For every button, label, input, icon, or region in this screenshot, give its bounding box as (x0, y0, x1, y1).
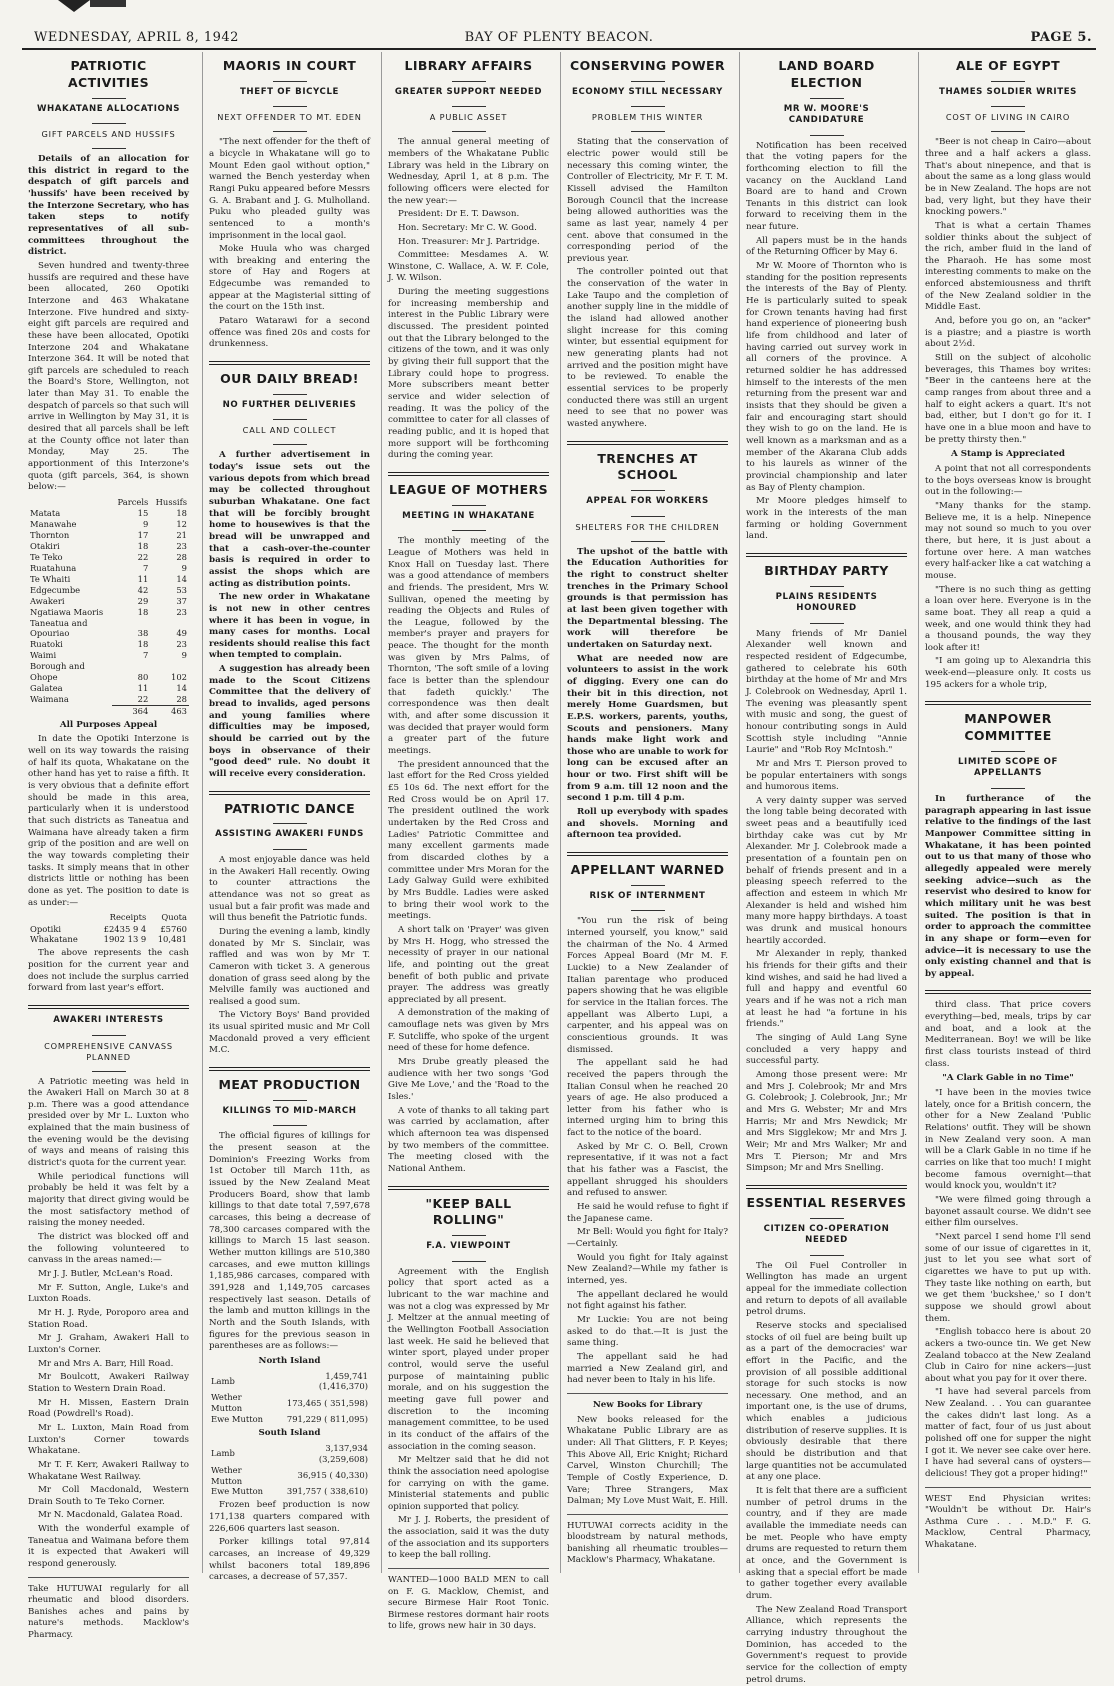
subheading-south-island: South Island (258, 1428, 321, 1439)
subhead: THEFT OF BICYCLE (239, 86, 340, 97)
table-cell: Taneatua and (30, 617, 88, 628)
paragraph: Porker killings total 97,814 carcases, an increase of 49,329 whilst baconers total 189,896 carcases, a decrease of 57,357. (209, 1537, 370, 1583)
paragraph: The official figures of killings for the present season at the Dominion's Freezing Works from 1st October till March 11th, as issued by the New Zealand Meat Producers Board, show that lamb killings to that date total 7,597,678 carcases, this being a decrease of 78,300 carcases compared with the killings to March 15 last season. Wether mutton killings are 510,380 carcases, and ewe mutton killings 1,185,986 carcases, compared with 391,928 and 1,149,705 carcases respectively last season. Details of the lamb and mutton killings in the North and the South Islands, with figures for the previous season in parentheses are as follows:— (209, 1131, 370, 1352)
canvasser-line: Mr H. J. Ryde, Poroporo area and Station Road. (28, 1307, 189, 1330)
table-cell: 14 (176, 683, 187, 694)
paragraph: The Oil Fuel Controller in Wellington has made an urgent appeal for the immediate collection and return to depots of all available petrol drums. (746, 1260, 907, 1318)
table-cell: 17 (137, 530, 149, 541)
headline-birthday-party: BIRTHDAY PARTY (764, 562, 889, 578)
paragraph: A most enjoyable dance was held in the Awakeri Hall recently. Owing to counter attractions the attendance was not so great as usual but a fair profit was made and will thus benefit the Patriotic funds. (209, 854, 370, 924)
canvasser-line: Mr Coll Macdonald, Western Drain South to Te Teko Corner. (28, 1485, 189, 1507)
newspaper-page (22, 52, 1096, 1685)
subhead: NEXT OFFENDER TO MT. EDEN (217, 112, 362, 123)
table-header-cell: Quota (161, 912, 187, 923)
canvasser-line: Mr F. Sutton, Angle, Luke's and Luxton Roads. (28, 1282, 189, 1305)
table-cell: 22 (137, 693, 149, 704)
paragraph: A vote of thanks to all taking part was carried by acclamation, after which afternoon tea was dispensed by two members of the committee. The meeting closed with the National Anthem. (388, 1105, 549, 1175)
table-cell: 29 (137, 595, 149, 606)
table-row (209, 1392, 370, 1414)
paragraph: "Next parcel I send home I'll send some of our issue of cigarettes in it, just to let you see what sort of cigarettes we have to put up with. They taste like nothing on earth, but we get them 'buckshee,' so I don't suppose we should growl about them. (925, 1231, 1091, 1324)
table-cell: 36,915 ( 40,330) (297, 1470, 368, 1481)
canvasser-line: Mr J. J. Butler, McLean's Road. (38, 1269, 173, 1279)
table-cell: Te Whaiti (30, 573, 71, 584)
table-cell: 18 (137, 541, 149, 552)
paragraph: It is felt that there are a sufficient number of petrol drums in the country, and if they are made available the immediate needs can be met. People who have empty drums are requested to return them at once, and the Government is asking that a special effort be made to gather together every available drum. (746, 1486, 907, 1601)
table-row (28, 607, 189, 618)
paragraph: He said he would refuse to fight if the Japanese came. (567, 1202, 728, 1224)
table-cell: 11 (137, 573, 149, 584)
paragraph: Mr and Mrs T. Pierson proved to be popular entertainers with songs and humorous items. (746, 758, 907, 793)
table-cell: 49 (176, 628, 187, 639)
subheading-clark-gable: "A Clark Gable in no Time" (942, 1073, 1074, 1084)
canvasser-line: Mr J. Graham, Awakeri Hall to Luxton's Corner. (28, 1333, 189, 1355)
table-cell: 12 (176, 519, 187, 530)
paragraph: The upshot of the battle with the Education Authorities for the right to construct shelter trenches in the Primary School grounds is that permission has at last been given together with the Departmental blessing. The work will therefore be undertaken on Saturday next. (567, 546, 728, 650)
paragraph: Still on the subject of alcoholic beverages, this Thames boy writes: "Beer in the canteens here at the camp ranges from about three and a half to eight ackers a quart. It's not bad, either, but I don't go for it. I have one in a blue moon and have to be pretty thirsty then." (925, 353, 1091, 445)
paragraph: A suggestion has already been made to the Scout Citizens Committee that the delivery of bread to invalids, aged persons and young families where difficulties may be imposed, should be carried out by the boys in observance of their "good deed" rule. No doubt it will receive every consideration. (209, 664, 370, 780)
table-cell (28, 705, 112, 716)
officer-line: Hon. Secretary: Mr C. W. Good. (398, 222, 537, 233)
table-cell: Wether Mutton (211, 1392, 243, 1414)
paragraph: New books released for the Whakatane Public Library are as under: All That Glitters, F. P. Keyes; This Above All, Eric Knight; Richard Carvel, Winston Churchill; The Temple of Costly Experience, D. Vare; Three Strangers, Max Dalman; My Love Must Wait, E. Hill. (567, 1414, 728, 1507)
paragraph: "I have had several parcels from New Zealand. . . You can guarantee the cakes didn't last long. As a matter of fact, four of us just about polished off one for supper the night I got it. We never see cake over here. I have had several cans of oysters—delicious! They got a proper hiding!" (925, 1387, 1091, 1480)
canvasser-line: Mr and Mrs A. Barr, Hill Road. (38, 1358, 174, 1369)
table-cell: 9 (181, 650, 187, 661)
table-cell: 22 (137, 551, 149, 562)
advertisement: Take HUTUWAI regularly for all rheumatic and blood disorders. Banishes aches and pains by nature's methods. Macklow's Pharmacy. (28, 1583, 189, 1640)
paragraph: The appellant declared he would not fight against his father. (567, 1289, 728, 1312)
paragraph: "The next offender for the theft of a bicycle in Whakatane will go to Mount Eden gaol without option," warned the Bench yesterday when Rangi Puku appeared before Messrs G. A. Brabant and J. G. Mulholland. Puku who pleaded guilty was sentenced to a month's imprisonment in the local gaol. (209, 137, 370, 241)
table-cell: 28 (176, 693, 187, 704)
ink-mark-top-left-2 (90, 0, 126, 7)
paragraph: While periodical functions will probably be held it was felt by a majority that direct giving would be the most satisfactory method of raising the money needed. (28, 1171, 189, 1229)
subhead: KILLINGS TO MID-MARCH (222, 1105, 357, 1116)
canvasser-line: Mr T. F. Kerr, Awakeri Railway to Whakatane West Railway. (28, 1459, 189, 1482)
paragraph: Mr Meltzer said that he did not think the association need apologise for carrying on with the game. Ministerial statements and public opinion supported that policy. (388, 1455, 549, 1512)
paragraph: Mr Bell: Would you fight for Italy?—Certainly. (567, 1227, 728, 1250)
paragraph: The annual general meeting of members of the Whakatane Public Library was held in the Library on Wednesday, April 1, at 8 p.m. The following officers were elected for the new year:— (388, 137, 549, 206)
table-cell: 21 (176, 530, 187, 541)
subhead: PLAINS RESIDENTS HONOURED (775, 591, 878, 614)
headline-meat-production: MEAT PRODUCTION (218, 1077, 361, 1093)
paragraph: The appellant said he had married a New Zealand girl, and had never been to Italy in his life. (567, 1351, 728, 1386)
table-cell: Thornton (30, 530, 70, 541)
table-cell: 9 (143, 519, 149, 530)
table-cell (112, 661, 150, 672)
table-cell: 7 (143, 562, 149, 573)
table-cell: 1,459,741 (1,416,370) (318, 1370, 368, 1392)
table-row (28, 574, 189, 585)
subhead: WHAKATANE ALLOCATIONS (36, 103, 181, 114)
table-row (209, 1414, 370, 1425)
receipts-table (28, 912, 189, 945)
paragraph: Moke Huula who was charged with breaking and entering the store of Hay and Rogers at Edgecumbe was remanded to appear at the Magisterial sitting of the court on the 15th inst. (209, 244, 370, 313)
table-cell: 23 (176, 606, 187, 617)
table-cell: 14 (176, 573, 187, 584)
table-cell: Waimana (30, 694, 69, 705)
allocation-table (28, 497, 189, 717)
column-6 (918, 52, 1097, 1573)
table-cell: 37 (176, 595, 187, 606)
table-row (28, 618, 189, 629)
headline-keep-ball-rolling: "KEEP BALL ROLLING" (425, 1195, 512, 1228)
subhead: CITIZEN CO-OPERATION NEEDED (763, 1223, 890, 1246)
paragraph: The Victory Boys' Band provided its usual spirited music and Mr Coll Macdonald proved a very efficient M.C. (209, 1010, 370, 1056)
table-cell: 10,481 (157, 934, 187, 945)
table-row (28, 585, 189, 596)
paragraph: In furtherance of the paragraph appearing in last issue relative to the findings of the last Manpower Committee sitting in Whakatane, it has been pointed out to us that many of those who allegedly appealed were merely seeking advice—such as the reservist who desired to know for which military unit he was best suited. The position is that in order to approach the committee in any shape or form—even for advice—it is necessary to use the only existing channel and that is by appeal. (925, 793, 1091, 979)
table-cell: Edgecumbe (30, 584, 81, 595)
headline-league-of-mothers: LEAGUE OF MOTHERS (388, 481, 548, 497)
table-cell: Galatea (30, 683, 63, 694)
paragraph: The president announced that the last effort for the Red Cross yielded £5 10s 6d. The next effort for the Red Cross would be on April 17. The president outlined the work undertaken by the Red Cross and Ladies' Patriotic Committee and many excellent garments made from discarded clothes by a committee under Mrs Moran for the Lady Galway Guild were exhibited by Mrs Buddle. Ladies were asked to bring their wool work to the meetings. (388, 759, 549, 922)
advertisement: HUTUWAI corrects acidity in the bloodstream by natural methods, banishing all rheumatic troubles—Macklow's Pharmacy, Whakatane. (567, 1520, 728, 1566)
subhead: F.A. VIEWPOINT (426, 1241, 511, 1252)
headline-library-affairs: LIBRARY AFFAIRS (404, 58, 533, 73)
table-cell: Ruatahuna (30, 562, 77, 573)
paragraph: Mr J. J. Roberts, the president of the association, said it was the duty of the association and its supporters to keep the ball rolling. (388, 1515, 549, 1561)
column-3 (381, 52, 555, 1632)
table-cell: 9 (181, 562, 187, 573)
table-header-cell: Receipts (109, 912, 147, 923)
column-1 (22, 52, 195, 1640)
subhead: MEETING IN WHAKATANE (402, 510, 535, 521)
table-row (28, 508, 189, 519)
paragraph: A demonstration of the making of camouflage nets was given by Mrs F. Sutcliffe, who spoke of the urgent need of these for home defence. (388, 1008, 549, 1054)
headline-ale-of-egypt: ALE OF EGYPT (955, 58, 1061, 73)
canvasser-line: Mr H. Missen, Eastern Drain Road (Powdrell's Road). (28, 1397, 189, 1420)
headline-land-board-election: LAND BOARD ELECTION (778, 58, 875, 90)
table-cell: 791,229 ( 811,095) (286, 1414, 368, 1425)
headline-awakeri-interests: AWAKERI INTERESTS (53, 1015, 164, 1026)
table-cell: Ruatoki (30, 639, 63, 650)
paragraph: "We were filmed going through a bayonet assault course. We didn't see either film ourselves. (925, 1194, 1091, 1229)
table-cell: 42 (137, 584, 149, 595)
paragraph: The appellant said he had received the papers through the Italian Consul when he reached 20 years of age. He also produced a letter from his father who is interned urging him to bring this fact to the notice of the board. (567, 1058, 728, 1139)
table-cell: Opotiki (30, 923, 62, 934)
south-island-table (209, 1443, 370, 1498)
paragraph: In date the Opotiki Interzone is well on its way towards the raising of half its quota, Whakatane on the other hand has yet to raise a fifth. It is very obvious that a definite effort should be made in this area, particularly when it is understood that such districts as Taneatua and Waimana have already taken a firm grip of the position and are well on the way towards completing their tasks. It simply means that in other districts little or nothing has been done as yet. The position to date is as under:— (28, 734, 189, 908)
paragraph: During the evening a lamb, kindly donated by Mr S. Sinclair, was raffled and was won by Mr T. Cameron with ticket 3. A generous donation of grass seed along by the Melville family was auctioned and realised a good sum. (209, 926, 370, 1007)
paragraph: Frozen beef production is now 171,138 quarters compared with 226,606 quarters last season. (209, 1500, 370, 1534)
table-row (28, 694, 189, 705)
table-cell: Manawahe (30, 519, 77, 530)
table-row (209, 1371, 370, 1393)
paragraph: Seven hundred and twenty-three hussifs are required and these have been allocated, 260 Opotiki Interzone and 463 Whakatane Interzone. Five hundred and sixty-eight gift parcels are required and these have been allocated, Opotiki Interzone 204 and Whakatane Interzone 364. It will be noted that gift parcels are scheduled to reach the Board's Store, Wellington, not later than May 31. To enable the despatch of parcels so that such will arrive in Wellington by May 31, it is desired that all parcels shall be left at the County office not later than Monday, May 25. The apportionment of this Interzone's quota (gift parcels, 364, is shown below:— (28, 260, 189, 493)
paragraph: All papers must be in the hands of the Returning Officer by May 6. (746, 235, 907, 258)
paragraph: Stating that the conservation of electric power would still be necessary this coming winter, the Controller of Electricity, Mr F. T. M. Kissell advised the Hamilton Borough Council that the increase being allowed authorities was the same as last year, namely 4 per cent. above that consumed in the corresponding period of the previous year. (567, 137, 728, 264)
advertisement: WANTED—1000 BALD MEN to call on F. G. Macklow, Chemist, and secure Birmese Hair Root Tonic. Birmese restores dormant hair roots to life, grows new hair in 30 days. (388, 1575, 549, 1632)
paragraph: "You run the risk of being interned yourself, you know," said the chairman of the No. 4 Armed Forces Appeal Board (Mr M. F. Luckie) to a New Zealander of Italian parentage who produced papers showing that he was eligible for service in the Italian forces. The appellant was Alberto Lupi, a carpenter, and his appeal was on conscientious grounds. It was dismissed. (567, 916, 728, 1055)
headline-appellant-warned: APPELLANT WARNED (570, 862, 725, 878)
officer-line: President: Dr E. T. Dawson. (398, 209, 520, 220)
table-cell: 18 (137, 639, 149, 650)
subhead: RISK OF INTERNMENT (589, 890, 706, 901)
table-row (28, 650, 189, 661)
paragraph: The new order in Whakatane is not new in other centres where it has been in vogue, in many cases for months. Local residents should realise this fact when tempted to complain. (209, 592, 370, 661)
table-row (28, 934, 189, 945)
subheading-new-books: New Books for Library (592, 1399, 703, 1410)
subhead: CALL AND COLLECT (242, 425, 337, 436)
table-cell: Ewe Mutton (211, 1414, 264, 1425)
table-cell: £5760 (160, 923, 187, 934)
table-cell: 23 (176, 639, 187, 650)
table-cell: 7 (143, 650, 149, 661)
table-total-row (28, 705, 189, 716)
lead-paragraph: Details of an allocation for this district in regard to the despatch of gift parcels and 'hussifs' have been received by the Interzone Secretary, who has taken steps to notify representatives of all sub-committees throughout the district. (28, 154, 189, 258)
subhead: ASSISTING AWAKERI FUNDS (215, 829, 364, 840)
table-cell: Whakatane (30, 934, 78, 945)
subhead: LIMITED SCOPE OF APPELLANTS (957, 756, 1059, 779)
table-cell: 391,757 ( 338,610) (286, 1486, 368, 1497)
headline-manpower-committee: MANPOWER COMMITTEE (964, 711, 1052, 744)
table-header-row (28, 912, 189, 923)
paragraph: The district was blocked off and the following volunteered to canvass in the areas named:— (28, 1232, 189, 1266)
table-cell: 11 (137, 683, 149, 694)
canvasser-line: Mr Boulcott, Awakeri Railway Station to Western Drain Road. (28, 1372, 189, 1394)
table-cell: Opouriao (30, 628, 70, 639)
table-cell: 1902 13 9 (103, 934, 147, 945)
table-cell: Otakiri (30, 541, 60, 552)
page-number: PAGE 5. (1030, 30, 1092, 45)
headline-maoris-in-court: MAORIS IN COURT (222, 58, 357, 73)
table-row (209, 1465, 370, 1487)
table-cell: 53 (176, 584, 187, 595)
table-row (28, 596, 189, 607)
paragraph: "I am going up to Alexandria this week-end—pleasure only. It costs us 195 ackers for a whole trip, (925, 656, 1091, 690)
paragraph: A point that not all correspondents to the boys overseas know is brought out in the following:— (925, 463, 1091, 498)
table-cell: Lamb (211, 1375, 235, 1386)
paragraph: "English tobacco here is about 20 ackers a two-ounce tin. We get New Zealand tobacco at the New Zealand Club in Cairo for nine ackers—just about what you pay for it over there. (925, 1327, 1091, 1384)
masthead (22, 26, 1096, 50)
paragraph: A Patriotic meeting was held in the Awakeri Hall on March 30 at 8 p.m. There was a good attendance presided over by Mr L. Luxton who explained that the main business of the evening would be the devising of ways and means of raising this district's quota for the current year. (28, 1076, 189, 1169)
subhead: SHELTERS FOR THE CHILDREN (575, 521, 720, 532)
table-header-cell: Parcels (117, 497, 149, 508)
table-cell: Borough and (30, 661, 85, 672)
headline-patriotic-dance: PATRIOTIC DANCE (223, 800, 356, 816)
table-cell: 80 (137, 672, 149, 683)
table-header-cell (28, 912, 91, 923)
paragraph: Many friends of Mr Daniel Alexander well known and respected resident of Edgecumbe, gathered to celebrate his 60th birthday at the home of Mr and Mrs J. Colebrook on Wednesday, April 1. The evening was pleasantly spent with music and song, the guest of honour contributing songs in Auld Scottish style including "Annie Laurie" and "Rob Roy McIntosh." (746, 628, 907, 756)
paragraph: third class. That price covers everything—bed, meals, trips by car and boat, and a look at the Mediterranean. Boy! we will be like first class tourists instead of third class. (925, 1000, 1091, 1069)
paragraph: A short talk on 'Prayer' was given by Mrs H. Hogg, who stressed the necessity of prayer in our national life, and pointing out the great benefit of both public and private prayer. The address was greatly appreciated by all present. (388, 924, 549, 1005)
table-cell: 102 (171, 672, 187, 683)
column-5 (739, 52, 913, 1685)
table-row (28, 661, 189, 672)
paragraph: Pataro Watarawi for a second offence was fined 20s and costs for drunkenness. (209, 316, 370, 350)
table-cell: Awakeri (30, 595, 65, 606)
paragraph: Notification has been received that the voting papers for the forthcoming election to fill the vacancy on the Auckland Land Board are to hand and Crown Tenants in this district can look forward to receiving them in the near future. (746, 140, 907, 233)
paragraph: "There is no such thing as getting a loan over here. Everyone is in the same boat. They all reap a quid a week, and one would think they had a thousand pounds, the way they look after it! (925, 584, 1091, 653)
paragraph: "Beer is not cheap in Cairo—about three and a half ackers a glass. That's about ninepence, and that is about the same as a long glass would be in New Zealand. The hops are not bad, very light, but they have their knocking powers." (925, 137, 1091, 218)
table-row (209, 1443, 370, 1465)
headline-patriotic-activities: PATRIOTIC ACTIVITIES (67, 58, 150, 90)
table-cell: Matata (30, 508, 61, 519)
paragraph: What are needed now are volunteers to assist in the work of digging. Every one can do their bit in this direction, not merely Home Guardsmen, but E.P.S. workers, parents, youths, Scouts and pensioners. Many hands make light work and those who are unable to work for long can be excused after an hour or two. First shift will be from 9 a.m. till 12 noon and the second 1 p.m. till 4 p.m. (567, 653, 728, 804)
advertisement: WEST End Physician writes: "Wouldn't be without Dr. Hair's Asthma Cure . . . M.D." F. G. Macklow, Central Pharmacy, Whakatane. (925, 1493, 1091, 1550)
paragraph: That is what a certain Thames soldier thinks about the subject of the rich, amber fluid in the land of the Pharaoh. He has some most interesting comments to make on the enforced abstemiousness and thrift of the New Zealand soldier in the Middle East. (925, 220, 1091, 313)
subhead: APPEAL FOR WORKERS (586, 496, 709, 507)
paragraph: Roll up everybody with spades and shovels. Morning and afternoon tea provided. (567, 807, 728, 841)
paragraph: "I have been in the movies twice lately, once for a British concern, the other for a New Zealand 'Public Relations' outfit. They will be shown in New Zealand very soon. A man will be a Clark Gable in no time if he carries on like that too much! I might become famous overnight—that would knock you, wouldn't it? (925, 1088, 1091, 1192)
paragraph: Would you fight for Italy against New Zealand?—While my father is interned, yes. (567, 1252, 728, 1287)
subheading-north-island: North Island (258, 1355, 321, 1366)
subhead: GIFT PARCELS AND HUSSIFS (41, 129, 176, 140)
paragraph: Mrs Drube greatly pleased the audience with her two songs 'God Give Me Love,' and the 'Road to the Isles.' (388, 1057, 549, 1103)
north-island-table (209, 1371, 370, 1426)
table-cell: Ewe Mutton (211, 1486, 264, 1497)
paragraph: "Many thanks for the stamp. Believe me, it is a help. Ninepence may not sound so much to you over there, but here, it is just about a fortune over here. A man watches every half-acker like a cat watching a mouse. (925, 500, 1091, 581)
paragraph: During the meeting suggestions for increasing membership and interest in the Public Library were discussed. The president pointed out that the Library belonged to the citizens of the town, and it was only by giving their full support that the Library could hope to progress. More subscribers meant better service and wider selection of reading. It was the policy of the committee to cater for all classes of reading public, and it is hoped that more support will be forthcoming during the coming year. (388, 287, 549, 461)
paragraph: Reserve stocks and specialised stocks of oil fuel are being built up as a part of the democracies' war effort in the Pacific, and the provision of all possible additional storage for such stocks is now necessary. One method, and an important one, is the use of drums, which enables a judicious distribution of reserve supplies. It is obviously desirable that there should be distribution and that large quantities not be accumulated at any one place. (746, 1320, 907, 1483)
paragraph: Mr W. Moore of Thornton who is standing for the position represents the interests of the Bay of Plenty. He is particularly suited to speak for Crown tenants having had first hand experience of pioneering bush life from childhood and later of having carried out survey work in all corners of the province. A returned soldier he has addressed himself to the interests of the men returning from the present war and insists that they should be given a fair and encouraging start should they wish to go on the land. He is well known as a marksman and as a member of the Akarana Club adds to his laurels as winner of the provincial championship and later as Bay of Plenty champion. (746, 261, 907, 493)
table-row (28, 541, 189, 552)
table-row (28, 519, 189, 530)
paragraph: A very dainty supper was served the long table being decorated with sweet peas and a beautifully iced birthday cake was cut by Mr Alexander. Mr J. Colebrook made a presentation of a fountain pen on behalf of friends present and in a pleasing speech referred to the affection and esteem in which Mr Alexander is held and wished him many more happy birthdays. A toast was drunk and musical honours heartily accorded. (746, 795, 907, 946)
subhead: GREATER SUPPORT NEEDED (394, 86, 543, 97)
table-row (28, 924, 189, 935)
issue-date: WEDNESDAY, APRIL 8, 1942 (34, 30, 239, 45)
paragraph: The above represents the cash position for the current year and does not include the surplus carried forward from last year's effort. (28, 948, 189, 994)
table-cell: 28 (176, 551, 187, 562)
table-row (28, 683, 189, 694)
table-header-row (28, 497, 189, 508)
paragraph: Asked by Mr C. O. Bell, Crown representative, if it was not a fact that his father was a Fascist, the appellant shrugged his shoulders and refused to answer. (567, 1141, 728, 1199)
subhead: THAMES SOLDIER WRITES (939, 86, 1077, 97)
table-row (28, 672, 189, 683)
table-cell: Wether Mutton (211, 1464, 243, 1486)
table-row (28, 552, 189, 563)
paragraph: The singing of Auld Lang Syne concluded a very happy and successful party. (746, 1032, 907, 1067)
canvasser-line: Mr L. Luxton, Main Road from Luxton's Corner towards Whakatane. (28, 1422, 189, 1457)
table-cell: 18 (176, 508, 187, 519)
table-row (28, 563, 189, 574)
table-cell: 3,137,934 (3,259,608) (318, 1442, 368, 1464)
paragraph: With the wonderful example of Taneatua and Waimana before them it is expected that Awakeri will respond generously. (28, 1524, 189, 1570)
subhead: A PUBLIC ASSET (429, 112, 508, 123)
column-2 (202, 52, 376, 1583)
subhead: NO FURTHER DELIVERIES (222, 399, 357, 410)
table-cell: Waimi (30, 650, 57, 661)
table-cell: 18 (137, 606, 149, 617)
table-cell: Te Teko (30, 551, 63, 562)
table-cell: Ohope (30, 672, 58, 683)
headline-trenches-at-school: TRENCHES AT SCHOOL (597, 450, 698, 483)
paragraph: Mr Alexander in reply, thanked his friends for their gifts and their kind wishes, and said he had lived a full and happy and eventful 60 years and if he was not a rich man at least he had "a fortune in his friends." (746, 949, 907, 1030)
table-cell: 463 (150, 705, 189, 716)
table-cell: 173,465 ( 351,598) (286, 1397, 368, 1408)
subhead: PROBLEM THIS WINTER (591, 112, 704, 123)
officer-line: Hon. Treasurer: Mr J. Partridge. (398, 236, 540, 247)
table-cell: 364 (112, 705, 150, 716)
table-cell: Ngatiawa Maoris (30, 606, 104, 617)
newspaper-title: BAY OF PLENTY BEACON. (464, 30, 654, 45)
table-row (28, 530, 189, 541)
subhead: COST OF LIVING IN CAIRO (945, 112, 1071, 123)
subhead: COMPREHENSIVE CANVASS PLANNED (44, 1040, 173, 1062)
table-row (28, 639, 189, 650)
subheading-stamp: A Stamp is Appreciated (950, 449, 1065, 460)
table-cell: Lamb (211, 1448, 235, 1459)
headline-our-daily-bread: OUR DAILY BREAD! (220, 371, 359, 387)
headline-essential-reserves: ESSENTIAL RESERVES (746, 1194, 907, 1210)
paragraph: The controller pointed out that the conservation of the water in Lake Taupo and the completion of another supply line in the middle of the island had allowed another slight increase for this coming winter, but essential equipment for new generating plants had not arrived and the position might have to be reviewed. To enable the essential services to be properly conducted there was still an urgent need to see that no power was wasted anywhere. (567, 267, 728, 429)
paragraph: Mr Luckie: You are not being asked to do that.—It is just the same thing. (567, 1314, 728, 1349)
table-header-cell: Hussifs (155, 497, 187, 508)
paragraph: Among those present were: Mr and Mrs J. Colebrook; Mr and Mrs G. Colebrook; J. Colebrook, Jnr.; Mr and Mrs G. Webster; Mr and Mrs Harris; Mr and Mrs Newdick; Mr and Mrs Sigglekow; Mr and Mrs J. Weir; Mr and Mrs Walker; Mr and Mrs T. Pierson; Mr and Mrs Simpson; Mr and Mrs Snelling. (746, 1069, 907, 1174)
headline-conserving-power: CONSERVING POWER (570, 58, 725, 73)
column-4 (560, 52, 734, 1573)
paragraph: The New Zealand Road Transport Alliance, which represents the carrying industry throughout the Dominion, has acceded to the Government's request to provide service for the collection of empty petrol drums. (746, 1604, 907, 1685)
table-header-cell (28, 497, 112, 508)
subhead: ECONOMY STILL NECESSARY (572, 86, 723, 97)
table-cell: £2435 9 4 (103, 923, 147, 934)
ink-mark-top-left (58, 0, 90, 12)
table-row (209, 1486, 370, 1497)
paragraph: Agreement with the English policy that sport acted as a lubricant to the war machine and was not a clog was expressed by Mr J. Meltzer at the annual meeting of the Wellington Football Association last week. He said he believed that winter sport, played under proper control, would serve the useful purpose of maintaining public morale, and on his suggestion the meeting gave full power and discretion to the incoming management committee, to be used in its conduct of the affairs of the association in the coming season. (388, 1266, 549, 1452)
canvasser-line: Mr N. Macdonald, Galatea Road. (38, 1510, 183, 1521)
table-row (28, 628, 189, 639)
subheading-all-purposes: All Purposes Appeal (59, 719, 158, 730)
paragraph: The monthly meeting of the League of Mothers was held in Knox Hall on Tuesday last. There was a good attendance of members and friends. The president, Mrs W. Sullivan, opened the meeting by reading the Objects and Rules of the League, followed by the member's prayer and prayers for peace. The thought for the month was given by Mrs Palms, of Thornton, 'The soft smile of a loving face is better than the splendour that fadeth quickly.' The correspondence was then dealt with, and after some discussion it was decided that prayer would form a greater part of the future meetings. (388, 536, 549, 757)
officer-line: Committee: Mesdames A. W. Winstone, C. Wallace, A. W. F. Cole, J. W. Wilson. (388, 250, 549, 284)
paragraph: Mr Moore pledges himself to work in the interests of the man farming or holding Government land. (746, 496, 907, 542)
table-cell (150, 661, 189, 672)
table-cell: 23 (176, 541, 187, 552)
paragraph: A further advertisement in today's issue sets out the various depots from which bread may be collected throughout suburban Whakatane. One fact that will be forcibly brought home to housewives is that the bread will be unwrapped and that a cash-over-the-counter basis is required in order to assist the shops which are acting as distribution points. (209, 450, 370, 589)
table-cell: 15 (137, 508, 149, 519)
paragraph: And, before you go on, an "acker" is a piastre; and a piastre is worth about 2½d. (925, 316, 1091, 350)
table-cell (112, 618, 150, 629)
table-cell: 38 (137, 628, 149, 639)
subhead: MR W. MOORE'S CANDIDATURE (783, 103, 870, 126)
table-cell (150, 618, 189, 629)
